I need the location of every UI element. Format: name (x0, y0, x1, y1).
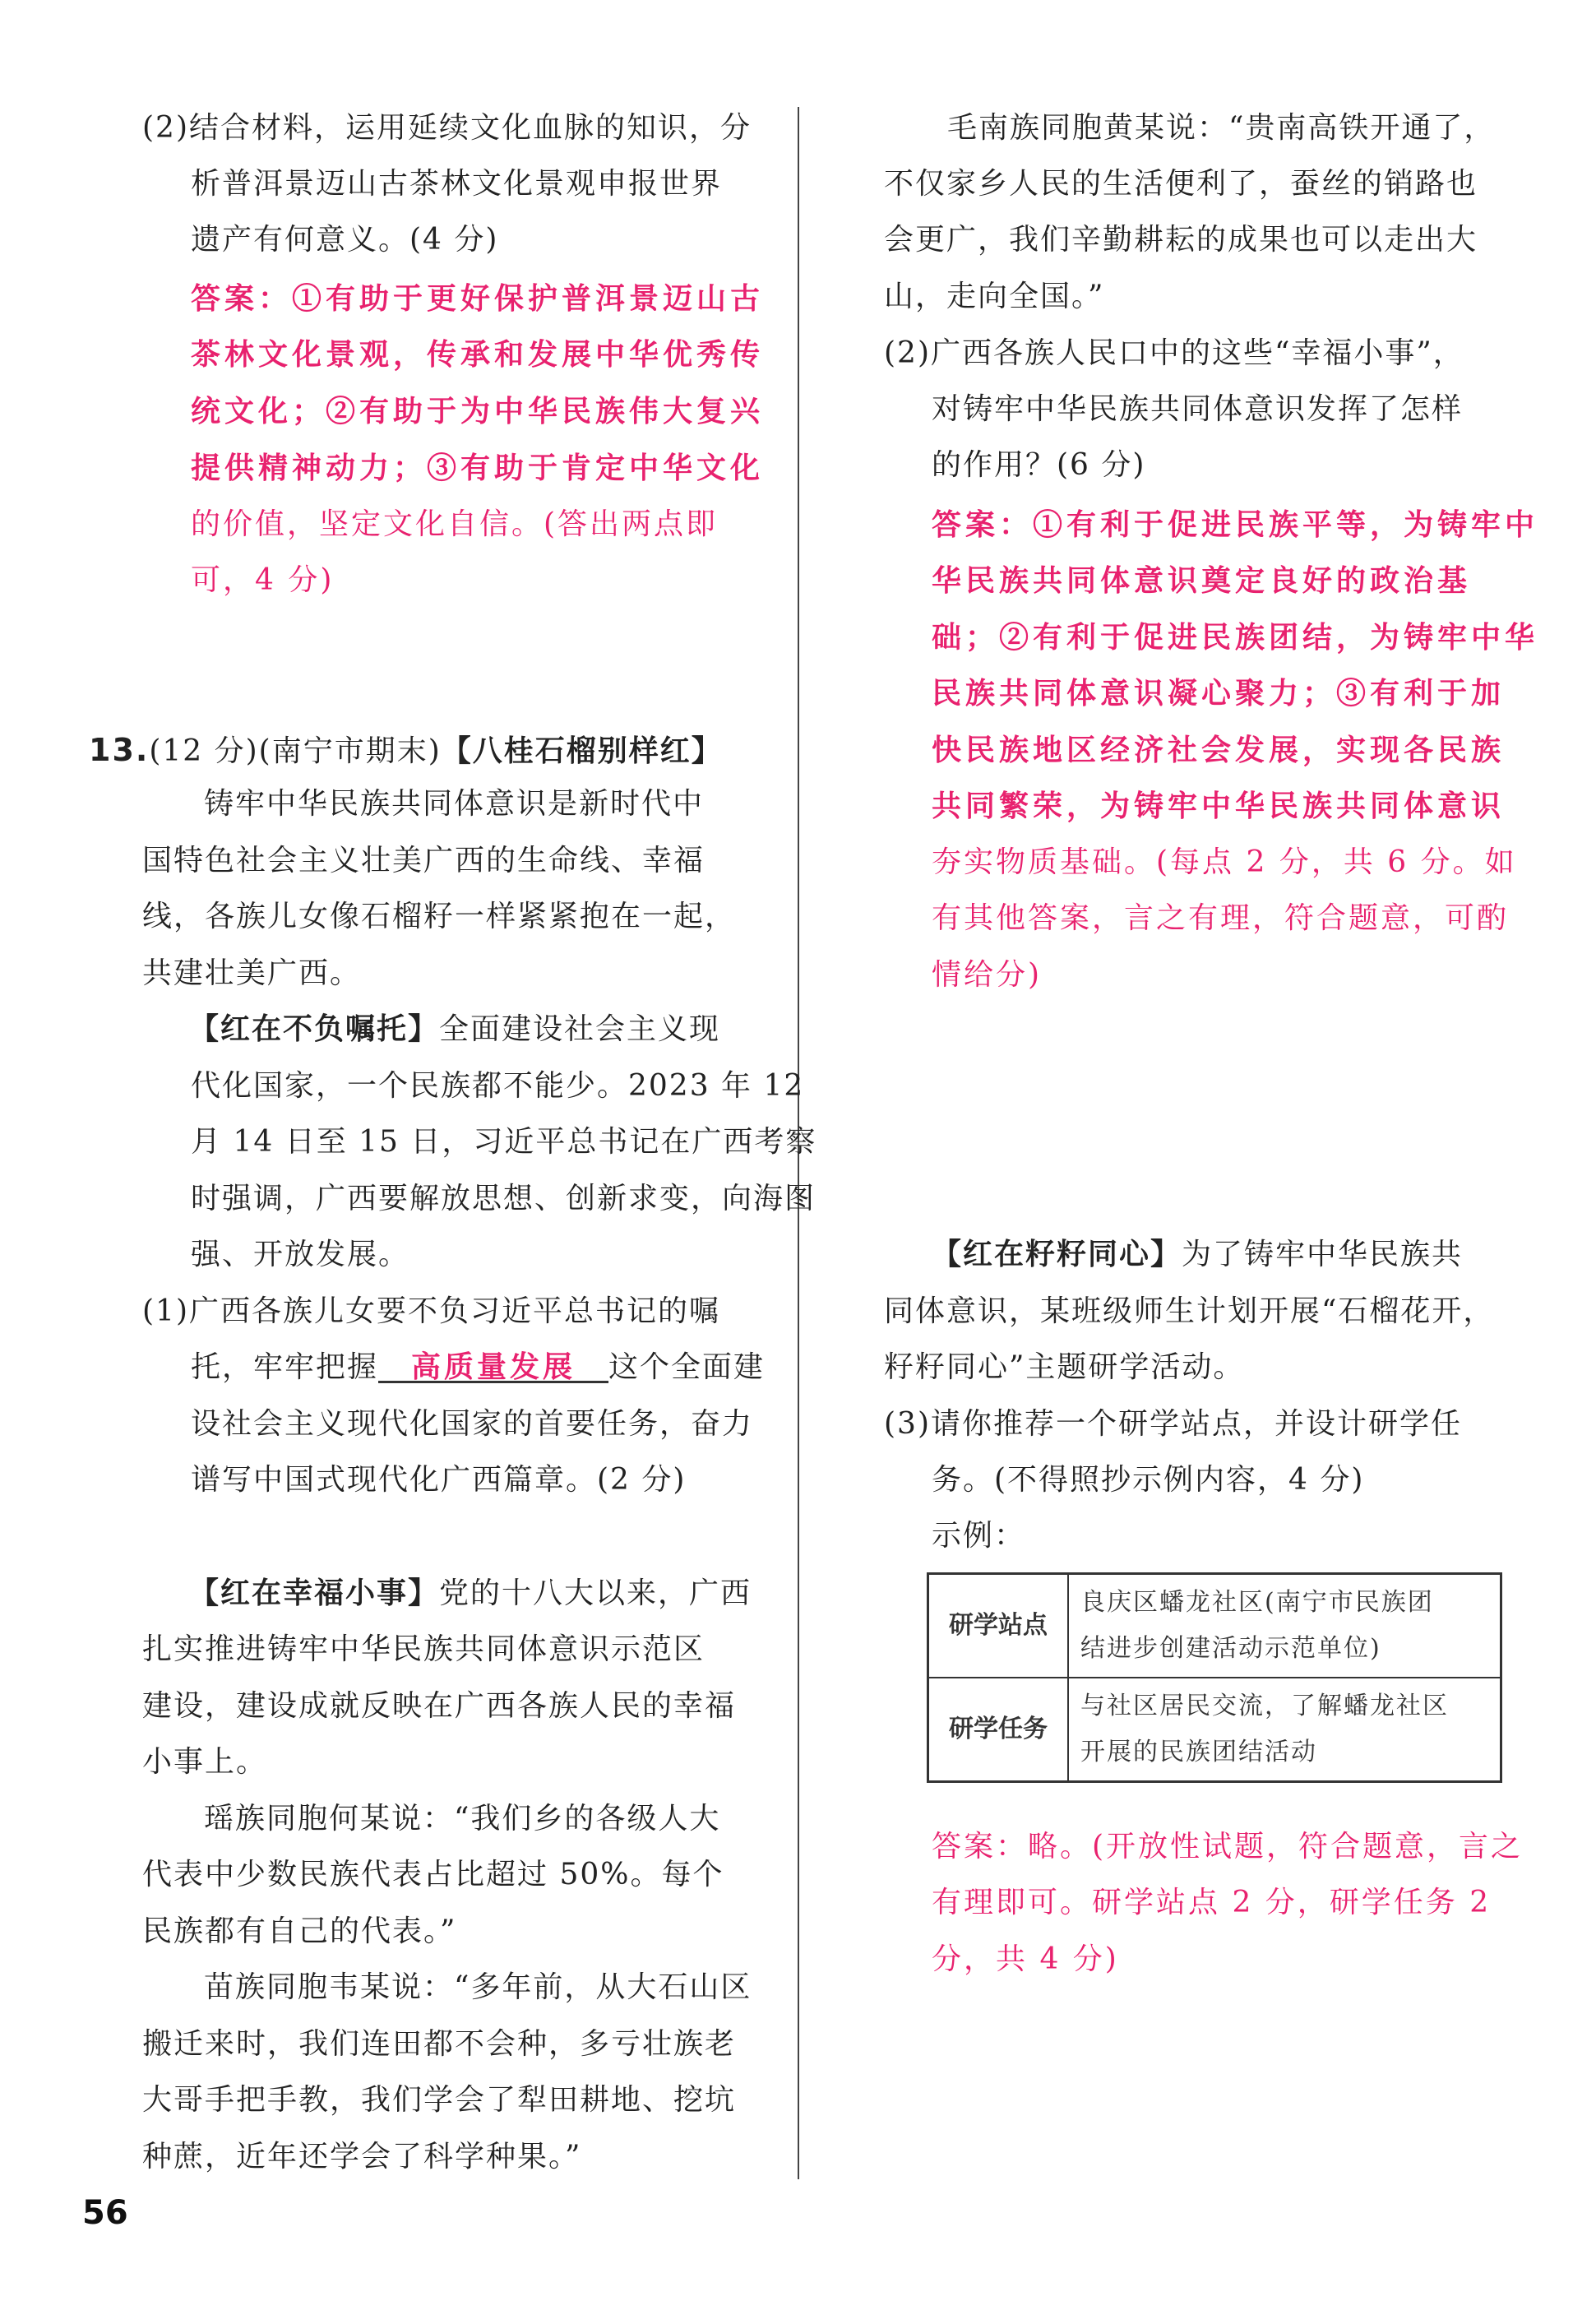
q2-answer-line-6: 可，4 分) (191, 563, 335, 597)
r-q2-answer-line-7: 夯实物质基础。(每点 2 分，共 6 分。如 (932, 845, 1517, 879)
r-q2-line-2: 对铸牢中华民族共同体意识发挥了怎样 (932, 392, 1464, 426)
yao-line-1: 瑶族同胞何某说：“我们乡的各级人大 (204, 1802, 721, 1836)
intro-line-4: 共建壮美广西。 (142, 956, 362, 990)
q2-answer-line-5: 的价值，坚定文化自信。(答出两点即 (191, 507, 719, 541)
section-1-line-4: 时强调，广西要解放思想、创新求变，向海图 (191, 1182, 817, 1215)
maonan-line-3: 会更广，我们辛勤耕耘的成果也可以走出大 (884, 223, 1478, 257)
maonan-line-4: 山，走向全国。” (884, 280, 1105, 313)
q3-answer-line-1: 答案：略。(开放性试题，符合题意，言之 (932, 1830, 1524, 1863)
q1-line-4: 谱写中国式现代化广西篇章。(2 分) (191, 1463, 687, 1497)
table-key-task: 研学任务 (928, 1678, 1069, 1782)
section-1-line-5: 强、开放发展。 (191, 1238, 410, 1271)
r-q2-answer-line-1: 答案：①有利于促进民族平等，为铸牢中 (932, 507, 1539, 542)
question-number: 13. (89, 732, 150, 768)
q1-post-text: 这个全面建 (608, 1350, 766, 1384)
example-label: 示例： (932, 1519, 1026, 1553)
table-key-station: 研学站点 (928, 1574, 1069, 1678)
section-2-line-2: 扎实推进铸牢中华民族共同体意识示范区 (142, 1632, 705, 1666)
table-value-line: 与社区居民交流，了解蟠龙社区 (1080, 1692, 1449, 1720)
r-q2-answer-line-8: 有其他答案，言之有理，符合题意，可酌 (932, 901, 1510, 935)
r-q2-answer-line-9: 情给分) (932, 958, 1043, 992)
r-q2-answer-line-5: 快民族地区经济社会发展，实现各民族 (932, 733, 1506, 767)
r-q2-line-1: (2)广西各族人民口中的这些“幸福小事”， (884, 336, 1464, 370)
miao-line-3: 大哥手把手教，我们学会了犁田耕地、挖坑 (142, 2083, 737, 2117)
section-3-text: 为了铸牢中华民族共 (1182, 1238, 1464, 1271)
r-q2-line-3: 的作用？(6 分) (932, 448, 1146, 482)
question-13-header (89, 732, 723, 768)
q2-answer-line-4: 提供精神动力；③有助于肯定中华文化 (191, 451, 765, 485)
yao-line-3: 民族都有自己的代表。” (142, 1914, 457, 1948)
q2-line-2: 析普洱景迈山古茶林文化景观申报世界 (191, 167, 723, 201)
q1-line-2 (191, 1349, 766, 1384)
intro-line-2: 国特色社会主义壮美广西的生命线、幸福 (142, 844, 705, 877)
section-2-text: 党的十八大以来，广西 (439, 1576, 752, 1610)
section-1-line-3: 月 14 日至 15 日，习近平总书记在广西考察 (191, 1125, 817, 1159)
miao-line-1: 苗族同胞韦某说：“多年前，从大石山区 (204, 1970, 752, 2004)
example-table (927, 1572, 1502, 1783)
q2-answer-line-3: 统文化；②有助于为中华民族伟大复兴 (191, 394, 765, 428)
q3-line-2: 务。(不得照抄示例内容，4 分) (932, 1463, 1365, 1497)
q2-line-3: 遗产有何意义。(4 分) (191, 223, 499, 257)
section-1-line-2: 代化国家，一个民族都不能少。2023 年 12 (191, 1069, 805, 1103)
table-value-task (1068, 1678, 1501, 1782)
q1-answer-blank: 高质量发展 (378, 1353, 608, 1383)
section-1-line-1 (189, 1012, 721, 1046)
miao-line-4: 种蔗，近年还学会了科学种果。” (142, 2140, 582, 2174)
r-q2-answer-line-3: 础；②有利于促进民族团结，为铸牢中华 (932, 620, 1539, 655)
page-number: 56 (82, 2194, 128, 2232)
r-q2-answer-line-6: 共同繁荣，为铸牢中华民族共同体意识 (932, 789, 1506, 823)
table-row (928, 1678, 1501, 1782)
section-2-line-4: 小事上。 (142, 1745, 268, 1779)
section-3-line-1 (932, 1240, 1463, 1270)
r-q2-answer-line-2: 华民族共同体意识奠定良好的政治基 (932, 563, 1472, 598)
q1-line-1: (1)广西各族儿女要不负习近平总书记的嘱 (142, 1294, 720, 1328)
q2-answer-line-1: 答案：①有助于更好保护普洱景迈山古 (191, 281, 765, 316)
section-3-line-3: 籽籽同心”主题研学活动。 (884, 1350, 1245, 1384)
intro-line-3: 线，各族儿女像石榴籽一样紧紧抱在一起， (142, 900, 737, 933)
section-1-text: 全面建设社会主义现 (439, 1012, 721, 1046)
maonan-line-2: 不仅家乡人民的生活便利了，蚕丝的销路也 (884, 167, 1478, 201)
section-1-title: 【红在不负嘱托】 (189, 1012, 440, 1046)
table-value-line: 良庆区蟠龙社区(南宁市民族团 (1080, 1588, 1434, 1617)
q3-answer-line-3: 分，共 4 分) (932, 1942, 1119, 1976)
section-3-line-2: 同体意识，某班级师生计划开展“石榴花开， (884, 1294, 1495, 1328)
section-2-title: 【红在幸福小事】 (189, 1576, 440, 1610)
table-value-line: 结进步创建活动示范单位) (1080, 1634, 1381, 1663)
intro-line-1: 铸牢中华民族共同体意识是新时代中 (204, 787, 705, 821)
table-value-station (1068, 1574, 1501, 1678)
q1-pre-text: 托，牢牢把握 (191, 1350, 379, 1384)
q3-answer-line-2: 有理即可。研学站点 2 分，研学任务 2 (932, 1886, 1492, 1919)
question-title: 【八桂石榴别样红】 (441, 734, 723, 768)
q2-line-1: (2)结合材料，运用延续文化血脉的知识，分 (142, 111, 752, 145)
section-2-line-3: 建设，建设成就反映在广西各族人民的幸福 (142, 1689, 737, 1723)
section-3-title: 【红在籽籽同心】 (932, 1238, 1182, 1271)
section-2-line-1 (189, 1576, 752, 1610)
table-row (928, 1574, 1501, 1678)
miao-line-2: 搬迁来时，我们连田都不会种，多亏壮族老 (142, 2027, 737, 2061)
q3-line-1: (3)请你推荐一个研学站点，并设计研学任 (884, 1407, 1462, 1441)
table-value-line: 开展的民族团结活动 (1080, 1738, 1317, 1766)
maonan-line-1: 毛南族同胞黄某说：“贵南高铁开通了， (947, 111, 1496, 145)
q1-line-3: 设社会主义现代化国家的首要任务，奋力 (191, 1407, 754, 1441)
yao-line-2: 代表中少数民族代表占比超过 50%。每个 (142, 1858, 724, 1891)
question-meta: (12 分)(南宁市期末) (149, 734, 442, 768)
q2-answer-line-2: 茶林文化景观，传承和发展中华优秀传 (191, 337, 765, 372)
r-q2-answer-line-4: 民族共同体意识凝心聚力；③有利于加 (932, 676, 1506, 711)
